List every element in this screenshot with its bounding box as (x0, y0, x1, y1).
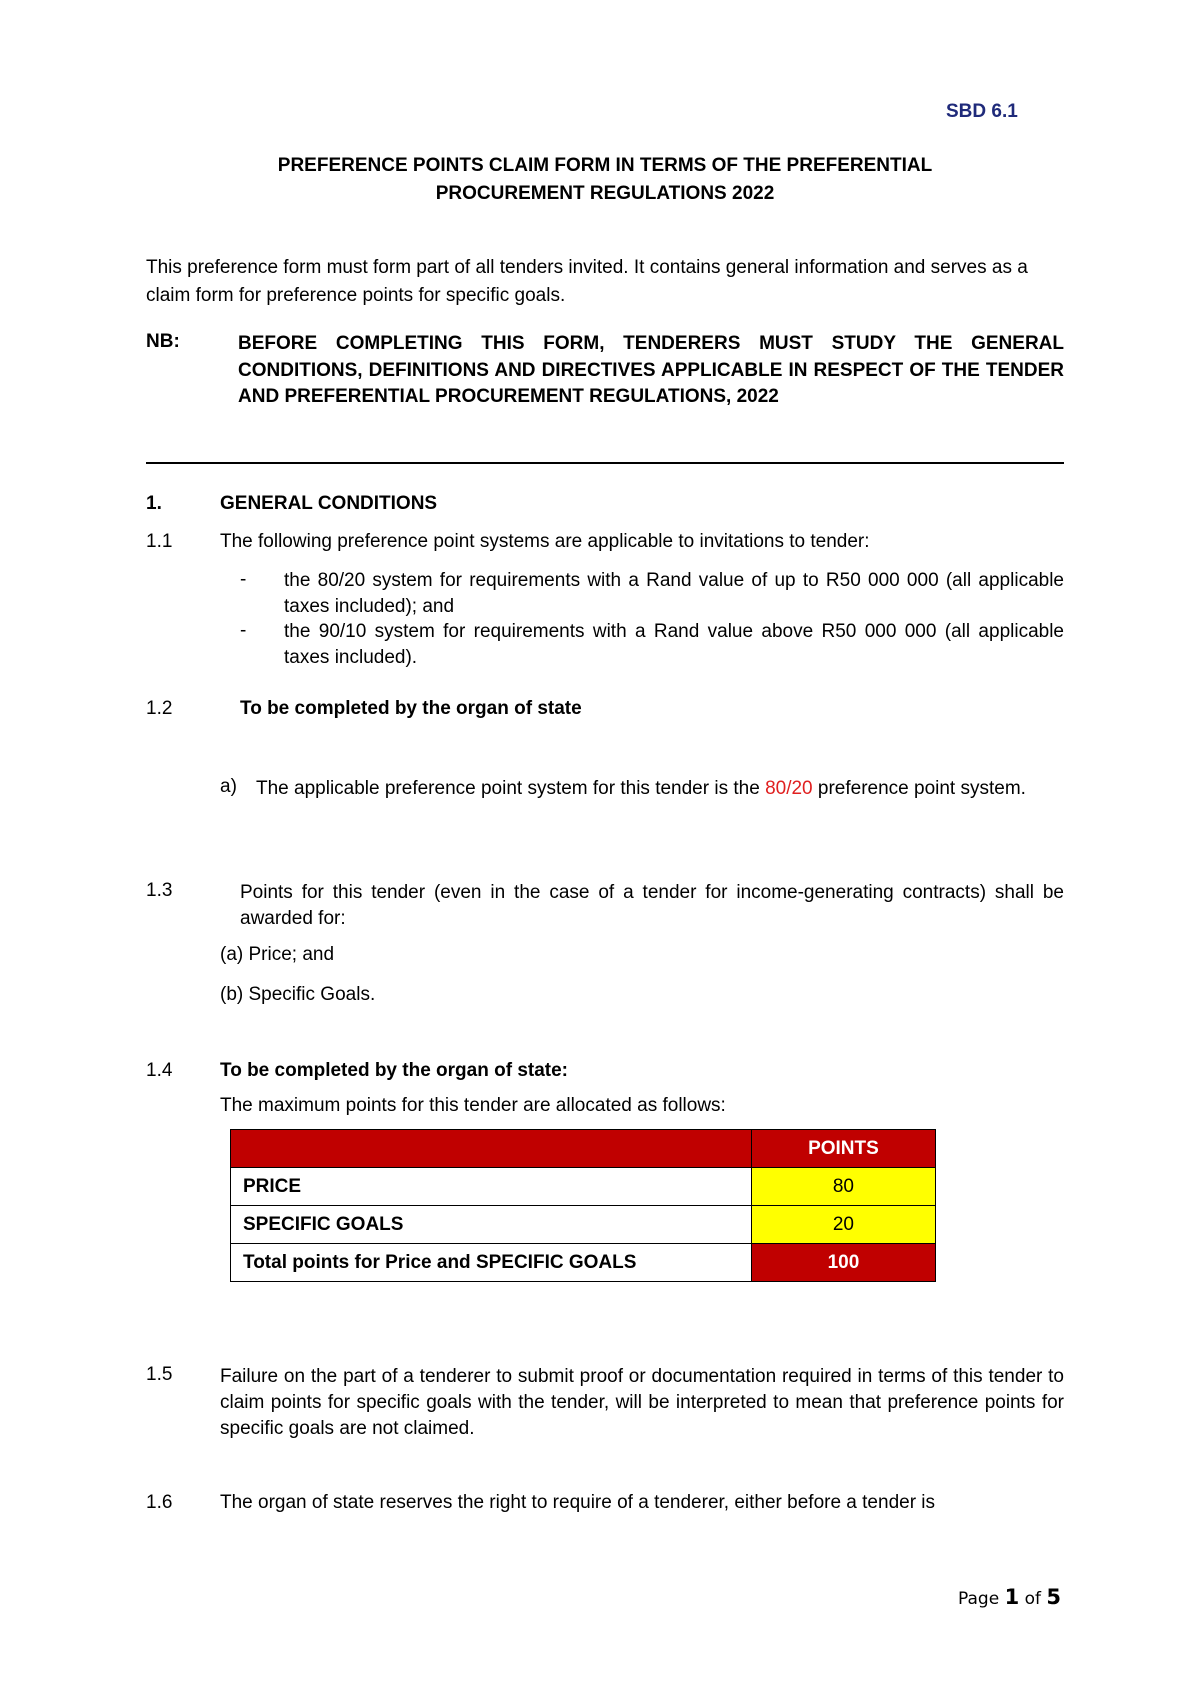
clause-number: 1.1 (146, 531, 173, 552)
divider (146, 462, 1064, 464)
table-row (231, 1168, 936, 1206)
clause-number: 1.3 (146, 880, 173, 901)
row-label: SPECIFIC GOALS (231, 1206, 752, 1244)
form-code: SBD 6.1 (946, 101, 1018, 122)
section-number: 1. (146, 493, 162, 514)
bullet-item: the 80/20 system for requirements with a Rand value of up to R50 000 000 (all applicable taxes included); and (284, 570, 1064, 617)
item-text-pre: The applicable preference point system for this tender is the (256, 778, 760, 799)
page-footer (958, 1585, 1061, 1609)
page-total: 5 (1046, 1585, 1062, 1609)
row-value: 80 (751, 1168, 935, 1206)
intro-paragraph: This preference form must form part of all tenders invited. It contains general information and serves as a claim form for preference points for specific goals. (146, 257, 1028, 306)
clause-heading: To be completed by the organ of state: (220, 1060, 569, 1081)
page-number: 1 (1004, 1585, 1020, 1609)
table-header-points: POINTS (751, 1130, 935, 1168)
page-word: Page (958, 1589, 1000, 1609)
of-word: of (1024, 1589, 1041, 1609)
nb-text: BEFORE COMPLETING THIS FORM, TENDERERS MUST STUDY THE GENERAL CONDITIONS, DEFINITIONS AND DIRECTIVES APPLICABLE IN RESPECT OF THE TENDER AND PREFERENTIAL PROCUREMENT REGULATIONS, 2022 (238, 333, 1064, 407)
bullet-item: the 90/10 system for requirements with a Rand value above R50 000 000 (all applicable taxes included). (284, 621, 1064, 668)
clause-number: 1.4 (146, 1060, 173, 1081)
clause-number: 1.5 (146, 1364, 173, 1385)
clause-text: Failure on the part of a tenderer to submit proof or documentation required in terms of this tender to claim points for specific goals with the tender, will be interpreted to mean that preference points for specific goals are not claimed. (220, 1366, 1064, 1439)
table-header-row (231, 1130, 936, 1168)
row-value: 20 (751, 1206, 935, 1244)
title-line-1: PREFERENCE POINTS CLAIM FORM IN TERMS OF THE PREFERENTIAL (277, 155, 933, 176)
table-header-blank (231, 1130, 752, 1168)
item-text (256, 776, 1064, 802)
section-title: GENERAL CONDITIONS (220, 493, 438, 514)
clause-text: The maximum points for this tender are allocated as follows: (220, 1095, 726, 1116)
page-title (146, 152, 1064, 208)
points-table (230, 1129, 936, 1282)
clause-text: The organ of state reserves the right to require of a tenderer, either before a tender is (220, 1492, 936, 1513)
row-label: PRICE (231, 1168, 752, 1206)
title-line-2: PROCUREMENT REGULATIONS 2022 (435, 183, 775, 204)
table-row (231, 1206, 936, 1244)
total-value: 100 (751, 1244, 935, 1282)
item-text-post: preference point system. (817, 778, 1026, 799)
table-total-row (231, 1244, 936, 1282)
list-item: (a) Price; and (220, 944, 335, 965)
list-item: (b) Specific Goals. (220, 984, 376, 1005)
clause-heading: To be completed by the organ of state (240, 698, 582, 719)
item-label: a) (220, 776, 237, 797)
clause-number: 1.2 (146, 698, 173, 719)
clause-text: The following preference point systems are applicable to invitations to tender: (220, 531, 870, 552)
bullet-dash: - (240, 620, 247, 641)
nb-label: NB: (146, 331, 180, 352)
clause-text: Points for this tender (even in the case of a tender for income-generating contracts) shall be awarded for: (240, 882, 1064, 929)
clause-number: 1.6 (146, 1492, 173, 1513)
point-system-highlight: 80/20 (765, 778, 813, 799)
bullet-dash: - (240, 569, 247, 590)
total-label: Total points for Price and SPECIFIC GOALS (231, 1244, 752, 1282)
